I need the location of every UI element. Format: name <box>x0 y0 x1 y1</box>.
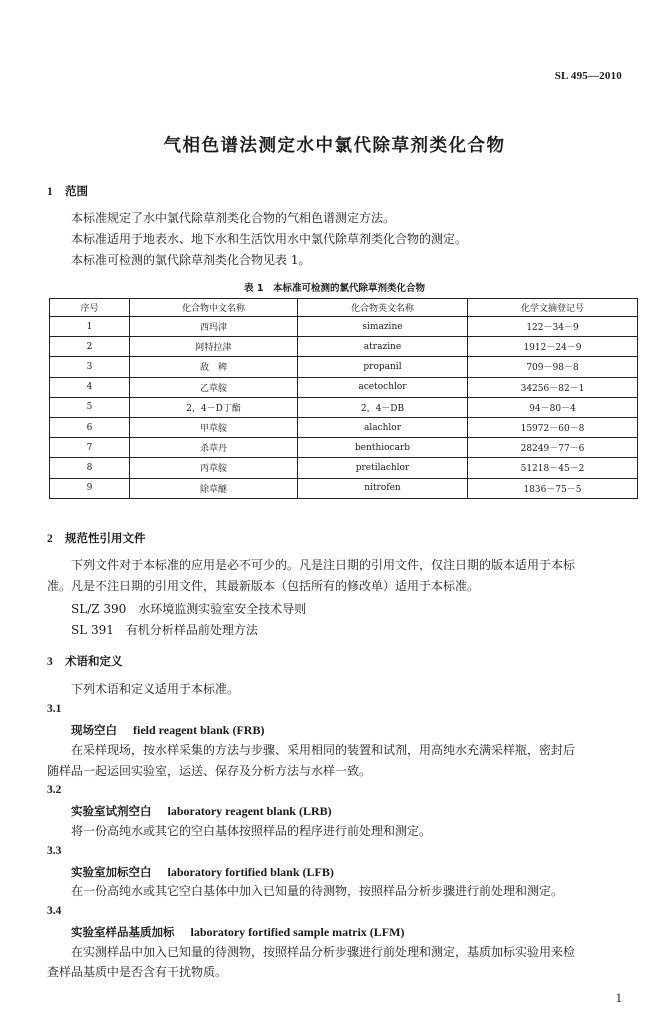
table-cell: simazine <box>298 317 468 337</box>
section-3-heading <box>47 653 123 669</box>
table-cell: pretilachlor <box>298 458 468 478</box>
table-cell: 2 <box>50 337 130 357</box>
term-zh: 实验室样品基质加标 <box>71 925 175 939</box>
paragraph: 本标准适用于地表水、地下水和生活饮用水中氯代除草剂类化合物的测定。 <box>71 232 468 246</box>
standard-code: SL 495—2010 <box>554 70 622 82</box>
table-caption: 表 1 本标准可检测的氯代除草剂类化合物 <box>244 283 425 294</box>
paragraph: 本标准规定了水中氯代除草剂类化合物的气相色谱测定方法。 <box>71 211 396 225</box>
table-cell: 丙草胺 <box>130 458 298 478</box>
table-cell: 乙草胺 <box>130 377 298 397</box>
table-cell: 2，4－D丁酯 <box>130 397 298 417</box>
column-header: 化合物英文名称 <box>298 299 468 317</box>
term-definition: 在采样现场，按水样采集的方法与步骤、采用相同的装置和试剂，用高纯水充满采样瓶，密封后 <box>71 743 576 757</box>
table-cell: benthiocarb <box>298 438 468 458</box>
table-cell: acetochlor <box>298 377 468 397</box>
table-cell: 94－80－4 <box>468 397 638 417</box>
table-cell: 51218－45－2 <box>468 458 638 478</box>
column-header: 化学文摘登记号 <box>468 299 638 317</box>
term-zh: 实验室试剂空白 <box>71 804 152 818</box>
paragraph: 下列文件对于本标准的应用是必不可少的。凡是注日期的引用文件，仅注日期的版本适用于本标 <box>71 558 576 572</box>
table-row <box>50 397 638 417</box>
table-cell: 杀草丹 <box>130 438 298 458</box>
table-cell: 4 <box>50 377 130 397</box>
table-row <box>50 337 638 357</box>
term-title <box>71 924 404 940</box>
table-cell: 1912－24－9 <box>468 337 638 357</box>
term-title <box>71 803 332 819</box>
term-en: laboratory fortified blank (LFB) <box>167 865 334 879</box>
table-cell: 122－34－9 <box>468 317 638 337</box>
section-1-heading <box>47 183 88 199</box>
table-cell: 敌 稗 <box>130 357 298 377</box>
page-number: 1 <box>615 990 622 1005</box>
term-zh: 现场空白 <box>71 723 117 737</box>
table-cell: 709－98－8 <box>468 357 638 377</box>
term-number: 3.2 <box>47 784 62 796</box>
table-cell: 6 <box>50 417 130 437</box>
table-row <box>50 417 638 437</box>
table-row <box>50 438 638 458</box>
table-header-row <box>50 299 638 317</box>
paragraph: 本标准可检测的氯代除草剂类化合物见表 1。 <box>71 253 311 267</box>
table-cell: 西玛津 <box>130 317 298 337</box>
term-number: 3.4 <box>47 905 62 917</box>
section-number: 3 <box>47 656 53 668</box>
term-number: 3.3 <box>47 845 62 857</box>
table-cell: 1 <box>50 317 130 337</box>
section-2-heading <box>47 530 146 546</box>
table-row <box>50 478 638 498</box>
table-cell: propanil <box>298 357 468 377</box>
table-cell: 28249－77－6 <box>468 438 638 458</box>
table-cell: 9 <box>50 478 130 498</box>
table-cell: 1836－75－5 <box>468 478 638 498</box>
section-title: 规范性引用文件 <box>65 531 146 545</box>
term-definition: 查样品基质中是否含有干扰物质。 <box>47 965 228 979</box>
section-number: 2 <box>47 533 53 545</box>
table-cell: 7 <box>50 438 130 458</box>
term-definition: 在一份高纯水或其它空白基体中加入已知量的待测物，按照样品分析步骤进行前处理和测定。 <box>71 884 564 898</box>
table-cell: 34256－82－1 <box>468 377 638 397</box>
table-row <box>50 317 638 337</box>
table-cell: alachlor <box>298 417 468 437</box>
section-title: 术语和定义 <box>65 654 123 668</box>
table-cell: 甲草胺 <box>130 417 298 437</box>
table-row <box>50 357 638 377</box>
term-en: laboratory reagent blank (LRB) <box>167 804 332 818</box>
term-zh: 实验室加标空白 <box>71 865 152 879</box>
term-en: field reagent blank (FRB) <box>133 723 265 737</box>
term-title <box>71 864 334 880</box>
table-row <box>50 458 638 478</box>
section-number: 1 <box>47 186 53 198</box>
term-title <box>71 722 264 738</box>
table-cell: 2，4－DB <box>298 397 468 417</box>
term-number: 3.1 <box>47 703 62 715</box>
table-row <box>50 377 638 397</box>
term-en: laboratory fortified sample matrix (LFM) <box>190 925 405 939</box>
table-cell: 5 <box>50 397 130 417</box>
column-header: 化合物中文名称 <box>130 299 298 317</box>
compounds-table <box>49 298 638 499</box>
reference-item: SL 391 有机分析样品前处理方法 <box>71 623 258 637</box>
reference-item: SL/Z 390 水环境监测实验室安全技术导则 <box>71 602 307 616</box>
term-definition: 在实测样品中加入已知量的待测物，按照样品分析步骤进行前处理和测定，基质加标实验用来检 <box>71 945 576 959</box>
table-cell: nitrofen <box>298 478 468 498</box>
table-cell: atrazine <box>298 337 468 357</box>
term-definition: 随样品一起运回实验室，运送、保存及分析方法与水样一致。 <box>47 764 372 778</box>
term-definition: 将一份高纯水或其它的空白基体按照样品的程序进行前处理和测定。 <box>71 824 432 838</box>
table-cell: 8 <box>50 458 130 478</box>
paragraph: 下列术语和定义适用于本标准。 <box>71 682 240 696</box>
paragraph: 准。凡是不注日期的引用文件，其最新版本（包括所有的修改单）适用于本标准。 <box>47 579 480 593</box>
document-title: 气相色谱法测定水中氯代除草剂类化合物 <box>163 136 506 156</box>
section-title: 范围 <box>65 184 88 198</box>
table-cell: 3 <box>50 357 130 377</box>
table-cell: 阿特拉津 <box>130 337 298 357</box>
column-header: 序号 <box>50 299 130 317</box>
table-cell: 15972－60－8 <box>468 417 638 437</box>
table-cell: 除草醚 <box>130 478 298 498</box>
